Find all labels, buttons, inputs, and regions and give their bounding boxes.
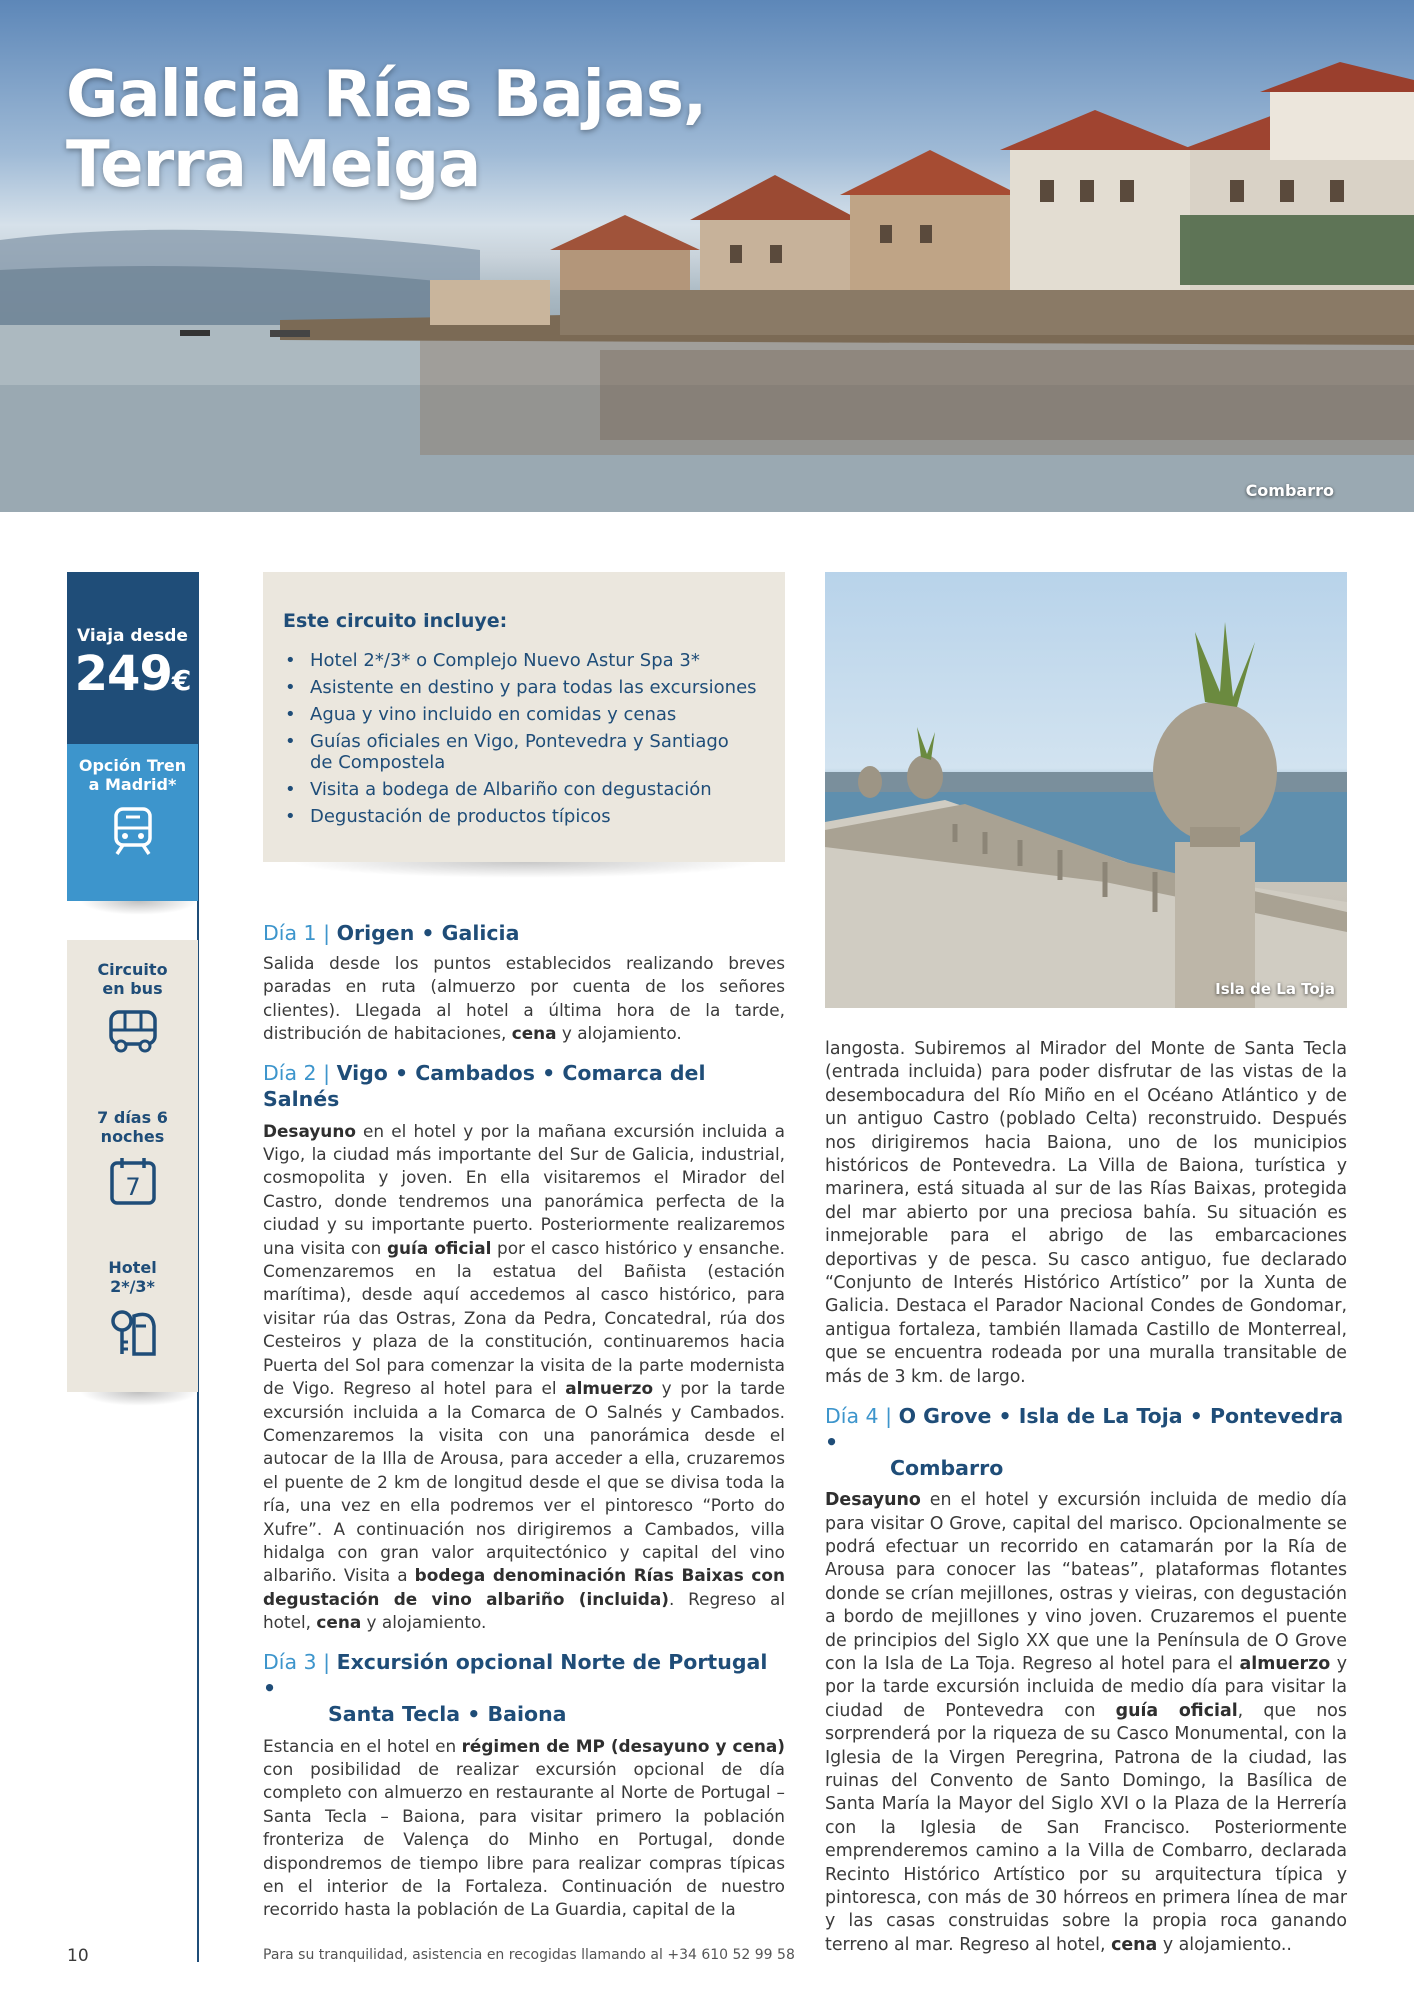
text-segment: en el hotel y por la mañana excursión incluida a Vigo, la ciudad más importante del Sur de Galicia, industrial, cosmopolita y joven. En ella visitaremos el Mirador del Castro, donde tendremos una panorámica perfecta de la ciudad y su importante puerto. Posteriormente realizaremos una visita con [263, 1120, 785, 1258]
info-label-hotel: Hotel 2*/3* [108, 1258, 157, 1296]
day-1-heading: Día 1 | Origen • Galicia [263, 921, 520, 945]
bold-text: cena [511, 1023, 557, 1044]
hero-photo-caption: Combarro [1245, 481, 1334, 500]
day-title-continued: Combarro [890, 1456, 1004, 1481]
includes-item: • Guías oficiales en Vigo, Pontevedra y Santiago de Compostela [283, 731, 730, 773]
text-segment: langosta. Subiremos al Mirador del Monte de Santa Tecla (entrada incluida) para poder disfrutar de las vistas de la desembocadura del Río Miño en el Océano Atlántico y de un antiguo Castro (poblado Celta) reconstruido. Después nos dirigiremos hacia Baiona, uno de los municipios históricos de Pontevedra. La Villa de Baiona, turística y marinera, está situada al sur de las Rías Baixas, protegida del mar abierto por una preciosa bahía. Su situación es inmejorable para el abrigo de las embarcaciones deportivas y de pesca. Su casco antiguo, fue declarado “Conjunto de Interés Histórico Artístico” por la Xunta de Galicia. Destaca el Parador Nacional Condes de Gondomar, antigua fortaleza, también llamada Castillo de Monterreal, que se encuentra rodeada por una muralla transitable de más de 3 km. de largo. [825, 1039, 1347, 1387]
day-2-heading: Día 2 | Vigo • Cambados • Comarca del Salnés [263, 1060, 706, 1111]
includes-box [263, 572, 785, 862]
box-shadow [80, 1392, 198, 1406]
info-item-hotel [67, 1258, 198, 1358]
title-line-1: Galicia Rías Bajas, [66, 58, 707, 132]
text-segment: y por la tarde excursión incluida de medio día para visitar la ciudad de Pontevedra con [825, 1653, 1347, 1721]
text-segment: , que nos sorprenderá por la riqueza de su Casco Monumental, con la Iglesia de la Virgen Peregrina, Patrona de la ciudad, las ruinas del Convento de Santo Domingo, la Basílica de Santa María la Mayor del Siglo XVI o la Plaza de la Herrería con la Iglesia de San Francisco. Posteriormente emprenderemos camino a la Villa de Combarro, declarada Recinto Histórico Artístico por su arquitectura típica y pintoresca, con más de 30 hórreos en primera línea de mar y las casas construidas sobre la propia roca ganando terreno al mar. Regreso al hotel, [825, 1700, 1347, 1955]
info-item-bus [67, 960, 198, 1054]
hotel-key-icon [108, 1306, 158, 1358]
bold-text: cena [316, 1612, 362, 1633]
page-number: 10 [67, 1946, 89, 1966]
bold-text: almuerzo [565, 1378, 654, 1399]
price-box [67, 572, 198, 744]
bold-text: almuerzo [1239, 1653, 1331, 1674]
box-shadow [80, 901, 198, 915]
photo-caption: Isla de La Toja [1215, 980, 1335, 998]
bold-text: Desayuno [825, 1490, 921, 1511]
day-4-text [825, 1489, 1347, 1957]
includes-item: • Visita a bodega de Albariño con degustación [283, 779, 778, 800]
day-number: Día 3 [263, 1649, 317, 1674]
info-label-duration: 7 días 6 noches [97, 1108, 168, 1146]
bold-text: guía oficial [1115, 1700, 1238, 1721]
text-segment: y alojamiento. [556, 1023, 682, 1044]
info-item-duration [67, 1108, 198, 1206]
text-segment: y alojamiento.. [1157, 1934, 1292, 1955]
includes-item: • Asistente en destino y para todas las excursiones [283, 677, 778, 698]
includes-item: • Degustación de productos típicos [283, 806, 778, 827]
itinerary-left-column [263, 920, 785, 1922]
footer-assistance-note: Para su tranquilidad, asistencia en recogidas llamando al +34 610 52 99 58 [263, 1947, 795, 1963]
text-segment: y por la tarde excursión incluida a la Comarca de O Salnés y Cambados. Comenzaremos la visita con una panorámica desde el autocar de la Illa de Arousa, para acceder a ella, cruzaremos el puente de 2 km de longitud desde el que se divisa toda la ría, una vez en ella podremos ver el pintoresco “Porto do Xufre”. A continuación nos dirigiremos a Cambados, villa hidalga con gran valor arquitectónico y capital del vino albariño. Visita a [263, 1378, 785, 1586]
day-title: O Grove • Isla de La Toja • Pontevedra • [825, 1404, 1344, 1455]
price-value [67, 648, 198, 707]
day-1-text [263, 952, 785, 1046]
calendar-number: 7 [124, 1173, 141, 1201]
trip-info-box [67, 940, 198, 1392]
day-title: Excursión opcional Norte de Portugal • [263, 1649, 768, 1700]
bold-text: cena [1111, 1934, 1158, 1955]
page-title [66, 60, 706, 200]
day-3-heading: Día 3 | Excursión opcional Norte de Portugal • Santa Tecla • Baiona [263, 1649, 785, 1727]
bold-text: Desayuno [263, 1120, 356, 1141]
day-4-heading: Día 4 | O Grove • Isla de La Toja • Pontevedra • Combarro [825, 1403, 1347, 1481]
day-number: Día 2 [263, 1060, 317, 1085]
day-title: Origen • Galicia [336, 921, 520, 945]
bold-text: bodega denominación Rías Baixas con degustación de vino albariño (incluida) [263, 1565, 785, 1609]
hero-photo [0, 0, 1414, 512]
itinerary-right-column [825, 1038, 1347, 1957]
isla-toja-illustration [825, 572, 1347, 1008]
info-label-bus: Circuito en bus [97, 960, 168, 998]
calendar-icon [108, 1156, 158, 1206]
box-shadow [290, 862, 760, 878]
text-segment: con posibilidad de realizar excursión opcional de día completo con almuerzo en restaurante al Norte de Portugal – Santa Tecla – Baiona, para visitar primero la población fronteriza de Valença do Minho en Portugal, donde dispondremos de tiempo libre para realizar compras típicas en el interior de la Fortaleza. Continuación de nuestro recorrido hasta la población de La Guardia, capital de la [263, 1758, 785, 1920]
day-3-text-part2 [825, 1038, 1347, 1389]
bold-text: régimen de MP (desayuno y cena) [461, 1735, 785, 1756]
day-number: Día 4 [825, 1404, 879, 1429]
train-icon [111, 806, 155, 856]
day-number: Día 1 [263, 921, 317, 945]
isla-toja-photo [825, 572, 1347, 1008]
day-3-text-part1 [263, 1735, 785, 1922]
day-title-continued: Santa Tecla • Baiona [328, 1701, 567, 1726]
text-segment: . Regreso al hotel, [263, 1588, 785, 1633]
price-label: Viaja desde [77, 626, 188, 646]
includes-item: • Agua y vino incluido en comidas y cenas [283, 704, 778, 725]
text-segment: Estancia en el hotel en [263, 1735, 462, 1756]
train-option-label: Opción Tren a Madrid* [78, 756, 187, 794]
day-title: Vigo • Cambados • Comarca del Salnés [263, 1060, 706, 1111]
text-segment: en el hotel y excursión incluida de medio día para visitar O Grove, capital del marisco. Opcionalmente se podrá efectuar un recorrido en catamarán por la Ría de Arousa para conocer las “bateas”, plataformas flotantes donde se crían mejillones, ostras y vieiras, con degustación a bordo de mejillones y vino joven. Cruzaremos el puente de principios del Siglo XX que une la Península de O Grove con la Isla de La Toja. Regreso al hotel para el [825, 1490, 1347, 1674]
includes-item: • Hotel 2*/3* o Complejo Nuevo Astur Spa 3* [283, 650, 778, 671]
bold-text: guía oficial [386, 1237, 492, 1258]
text-segment: por el casco histórico y ensanche. Comenzaremos en la estatua del Bañista (estación marítima), desde aquí accedemos al casco histórico, para visitar rúa das Ostras, Zona da Pedra, Concatedral, rúa dos Cesteiros y plaza de la constitución, continuaremos hacia Puerta del Sol para comenzar la visita de la parte modernista de Vigo. Regreso al hotel para el [263, 1237, 785, 1399]
day-2-text [263, 1120, 785, 1635]
title-line-2: Terra Meiga [66, 128, 481, 202]
price-amount: 249 [74, 646, 172, 702]
text-segment: Salida desde los puntos establecidos realizando breves paradas en ruta (almuerzo por cuenta de los señores clientes). Llegada al hotel a última hora de la tarde, distribución de habitaciones, [263, 953, 785, 1044]
includes-list [283, 650, 778, 833]
text-segment: y alojamiento. [361, 1612, 487, 1633]
price-currency: € [171, 664, 191, 697]
train-option-box [67, 744, 198, 901]
bus-icon [107, 1008, 159, 1054]
includes-title: Este circuito incluye: [283, 610, 508, 632]
